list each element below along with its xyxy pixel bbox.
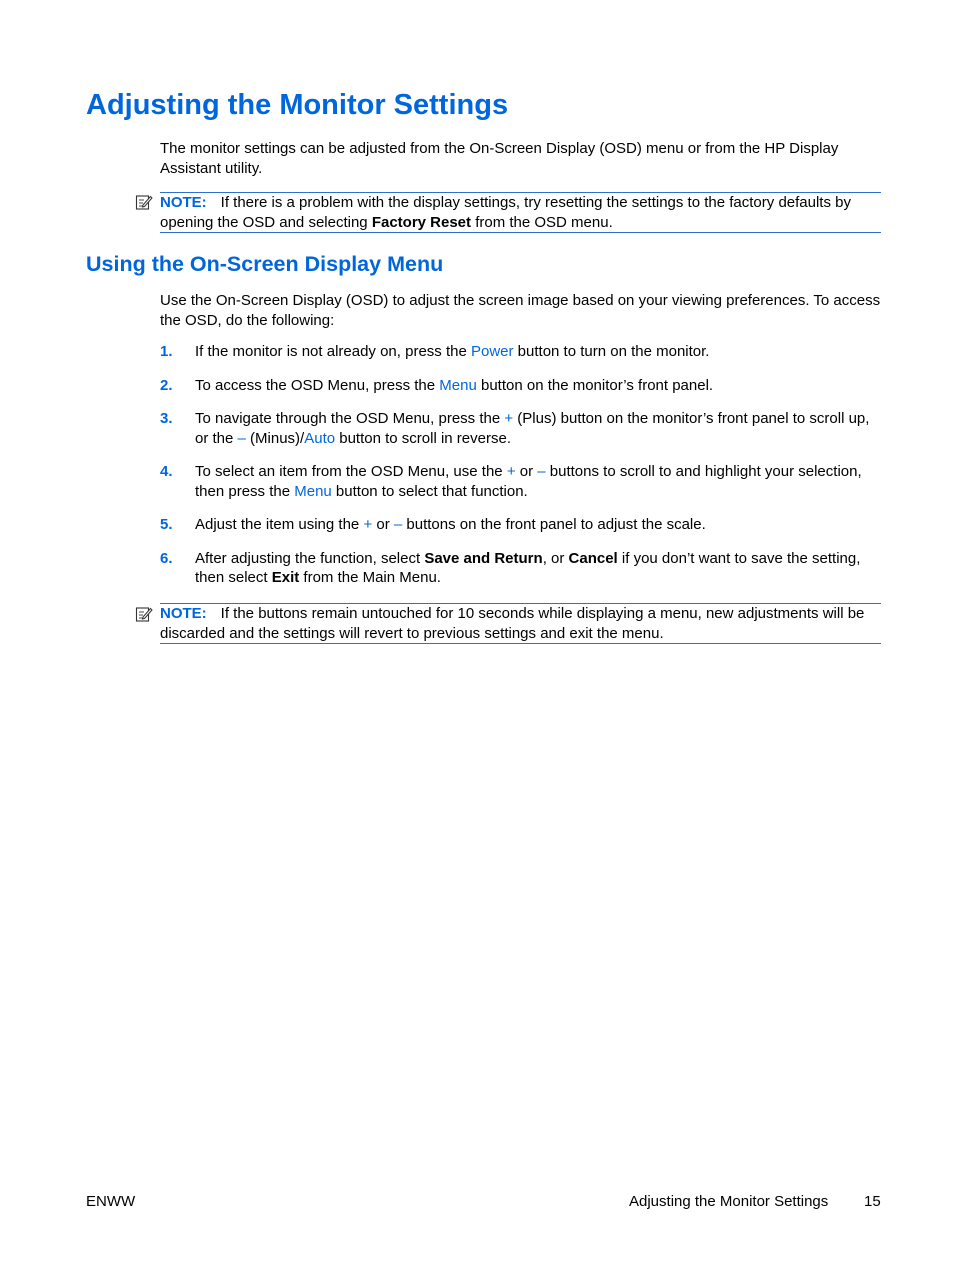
step-text: (Plus) button on the monitor’s front panel to scroll up, or the [195,410,870,447]
step-number: 2. [160,376,173,394]
step-text: or [372,516,394,533]
step-item [160,342,882,362]
step-number: 3. [160,410,173,427]
minus-button-ref: – [537,463,546,480]
step-number: 6. [160,549,173,567]
minus-button-ref: – [393,516,403,533]
step-item [160,549,882,588]
step-text: (Minus)/ [245,429,305,447]
plus-button-ref: + [363,516,373,533]
auto-button-ref: Auto [304,429,336,447]
step-number: 1. [160,343,173,360]
step-number: 5. [160,516,173,533]
step-text: from the Main Menu. [299,569,441,586]
note-text-end: from the OSD menu. [471,213,613,231]
note-pencil-icon [135,193,153,211]
plus-button-ref: + [506,463,516,480]
section-title: Using the On-Screen Display Menu [86,252,444,276]
note-box-timeout [160,603,881,644]
plus-button-ref: + [504,410,514,427]
step-text: , or [542,549,569,567]
step-text: To navigate through the OSD Menu, press the [195,410,505,427]
minus-button-ref: – [237,429,246,447]
note-label: NOTE: [160,605,207,622]
intro-paragraph: The monitor settings can be adjusted from the On-Screen Display (OSD) menu or from the HP Display Assistant utility. [160,140,839,177]
steps-list [160,342,882,588]
footer-left: ENWW [86,1193,136,1210]
step-text: After adjusting the function, select [195,549,425,567]
step-text: If the monitor is not already on, press the [195,343,471,360]
note-text: If there is a problem with the display settings, try resetting the settings to the factory defaults by opening the OSD and selecting [160,194,851,231]
save-and-return-ref: Save and Return [424,549,543,567]
step-text: buttons to scroll to and highlight your selection, then press the [195,463,862,500]
power-button-ref: Power [470,343,514,360]
note-text: If the buttons remain untouched for 10 seconds while displaying a menu, new adjustments will be discarded and the settings will revert to previous settings and exit the menu. [160,605,865,642]
step-text: To access the OSD Menu, press the [195,376,440,394]
step-text: or [515,463,538,480]
step-text: To select an item from the OSD Menu, use the [195,463,507,480]
step-text: button to scroll in reverse. [335,429,511,447]
note-bold-factory-reset: Factory Reset [371,213,472,231]
step-number: 4. [160,463,173,480]
menu-button-ref: Menu [294,482,332,500]
step-item [160,515,882,535]
cancel-ref: Cancel [568,549,618,567]
exit-ref: Exit [271,569,300,586]
note-pencil-icon [135,605,153,623]
step-item [160,462,882,501]
step-text: button to select that function. [331,482,528,500]
step-item [160,376,882,396]
step-text: button on the monitor’s front panel. [476,376,714,394]
page-number: 15 [864,1193,881,1210]
note-label: NOTE: [160,194,207,211]
menu-button-ref: Menu [439,376,477,394]
step-text: buttons on the front panel to adjust the scale. [402,516,706,533]
step-text: Adjust the item using the [195,516,364,533]
step-item [160,409,882,448]
section-intro-paragraph: Use the On-Screen Display (OSD) to adjust the screen image based on your viewing preferences. To access the OSD, do the following: [160,292,881,329]
step-text: button to turn on the monitor. [513,343,710,360]
page-title: Adjusting the Monitor Settings [86,89,509,121]
footer-section-title: Adjusting the Monitor Settings [629,1193,829,1210]
note-box-factory-reset [160,192,881,233]
step-text: if you don’t want to save the setting, then select [195,549,861,586]
